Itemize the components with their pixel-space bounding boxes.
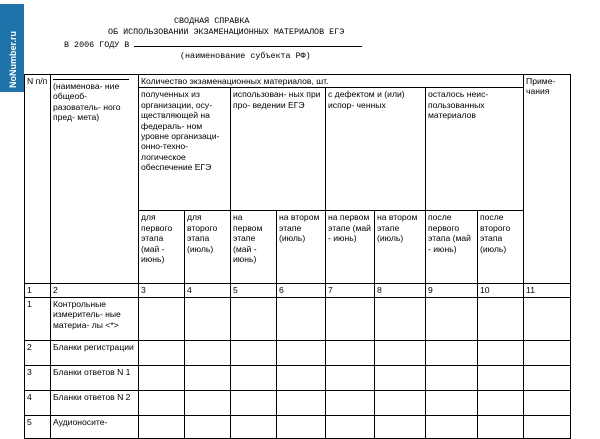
header-subject-name: (наименова- ние общеоб- разователь- ного пред- мета) bbox=[51, 75, 139, 284]
header-title: СВОДНАЯ СПРАВКА bbox=[174, 16, 250, 26]
group-remaining: осталось неис- пользованных материалов bbox=[426, 88, 524, 211]
subcol-header: для первого этапа (май - июнь) bbox=[139, 211, 185, 284]
subcol-header: на первом этапе (май - июнь) bbox=[326, 211, 375, 284]
header-notes: Приме- чания bbox=[524, 75, 571, 284]
table-row bbox=[25, 415, 571, 438]
group-used: использован- ных при про- ведении ЕГЭ bbox=[231, 88, 326, 211]
header-quantity: Количество экзаменационных материалов, шт. bbox=[139, 75, 524, 88]
column-number: 4 bbox=[185, 284, 231, 297]
subcol-header: на втором этапе (июль) bbox=[375, 211, 426, 284]
subcol-header: для второго этапа (июль) bbox=[185, 211, 231, 284]
column-number: 1 bbox=[25, 284, 51, 297]
column-number: 6 bbox=[277, 284, 326, 297]
table-row bbox=[25, 390, 571, 415]
row-name: Аудионосите- bbox=[51, 415, 139, 438]
row-name: Бланки регистрации bbox=[51, 340, 139, 365]
header-row-1 bbox=[25, 75, 571, 88]
summary-table bbox=[24, 74, 571, 439]
column-number: 3 bbox=[139, 284, 185, 297]
group-defective: с дефектом и (или) испор- ченных bbox=[326, 88, 426, 211]
subject-blank-line bbox=[134, 38, 362, 47]
group-received: полученных из организации, осу- ществляющей на федераль- ном уровне организаци- онно-техно- логическое обеспечение ЕГЭ bbox=[139, 88, 231, 211]
header-subject-caption: (наименование субъекта РФ) bbox=[180, 51, 311, 61]
column-number: 9 bbox=[426, 284, 478, 297]
row-number: 2 bbox=[25, 340, 51, 365]
column-number: 8 bbox=[375, 284, 426, 297]
watermark-badge bbox=[0, 4, 24, 92]
header-subtitle: ОБ ИСПОЛЬЗОВАНИИ ЭКЗАМЕНАЦИОННЫХ МАТЕРИАЛОВ ЕГЭ bbox=[108, 27, 345, 37]
table-row bbox=[25, 365, 571, 390]
row-name: Бланки ответов N 2 bbox=[51, 390, 139, 415]
row-number: 1 bbox=[25, 297, 51, 340]
column-number: 5 bbox=[231, 284, 277, 297]
subcol-header: после второго этапа (июль) bbox=[478, 211, 524, 284]
subcol-header: на втором этапе (июль) bbox=[277, 211, 326, 284]
header-year-line bbox=[64, 38, 362, 51]
column-number: 7 bbox=[326, 284, 375, 297]
column-number: 10 bbox=[478, 284, 524, 297]
subcol-header: после первого этапа (май - июнь) bbox=[426, 211, 478, 284]
row-number: 3 bbox=[25, 365, 51, 390]
column-number-row bbox=[25, 284, 571, 297]
header-num: N п/п bbox=[25, 75, 51, 284]
row-name: Бланки ответов N 1 bbox=[51, 365, 139, 390]
column-number: 2 bbox=[51, 284, 139, 297]
column-number: 11 bbox=[524, 284, 571, 297]
table-row bbox=[25, 340, 571, 365]
header-year-text: В 2006 ГОДУ В bbox=[64, 40, 130, 50]
row-number: 5 bbox=[25, 415, 51, 438]
row-number: 4 bbox=[25, 390, 51, 415]
subcol-header: на первом этапе (май - июнь) bbox=[231, 211, 277, 284]
row-name: Контрольные измеритель- ные материа- лы <*> bbox=[51, 297, 139, 340]
watermark-text: NoNumber.ru bbox=[8, 30, 18, 88]
table-row bbox=[25, 297, 571, 340]
